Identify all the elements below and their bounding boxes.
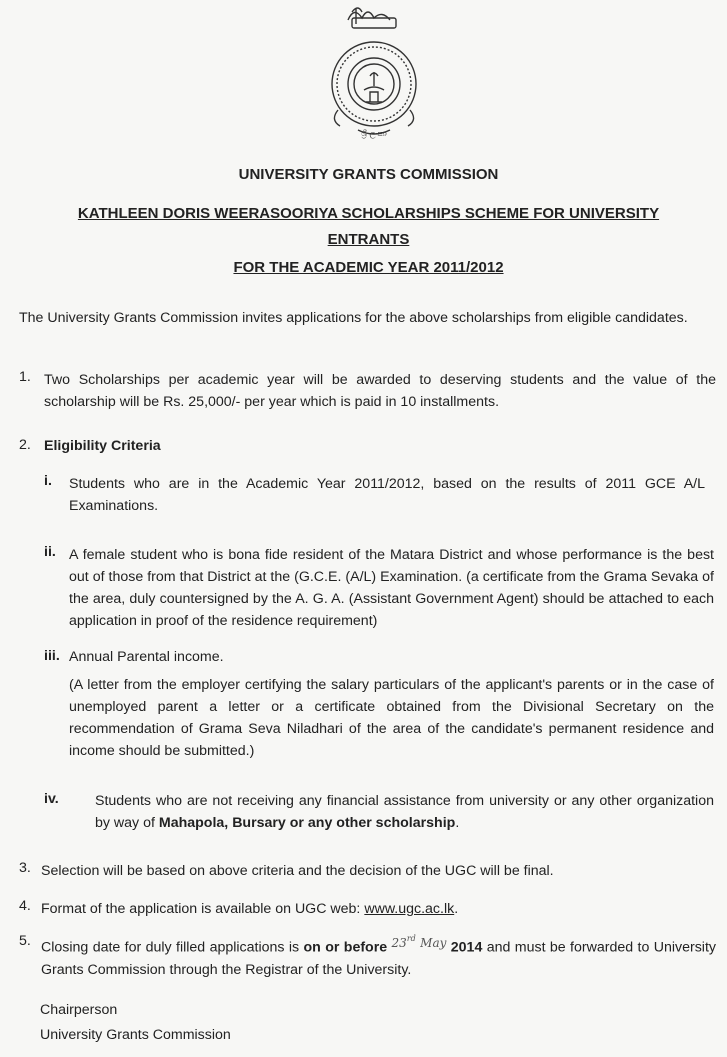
sub-numeral-i: i. bbox=[44, 473, 52, 489]
item-text-5-end: and must be forwarded to University Grants Commission through the Registrar of the University. bbox=[41, 939, 716, 978]
sub-text-i: Students who are in the Academic Year 2011/2012, based on the results of 2011 GCE A/L Examinations. bbox=[69, 476, 705, 514]
handwritten-month: May bbox=[420, 935, 447, 950]
item-text-4 bbox=[41, 898, 458, 920]
signature-org: University Grants Commission bbox=[40, 1027, 231, 1043]
item-number-1: 1. bbox=[19, 369, 31, 385]
item-text-5-year: 2014 bbox=[450, 939, 483, 956]
sub-numeral-ii: ii. bbox=[44, 544, 56, 560]
item-number-4: 4. bbox=[19, 898, 31, 914]
sub-numeral-iv: iv. bbox=[44, 791, 59, 807]
title-line-3: FOR THE ACADEMIC YEAR 2011/2012 bbox=[233, 259, 504, 276]
handwritten-day-suffix: rd bbox=[406, 934, 416, 943]
ugc-web-link[interactable]: www.ugc.ac.lk bbox=[364, 901, 455, 917]
sub-text-iv bbox=[95, 790, 714, 834]
org-heading: UNIVERSITY GRANTS COMMISSION bbox=[238, 166, 499, 183]
item-text-1: Two Scholarships per academic year will be awarded to deserving students and the value of the scholarship will be Rs. 25,000/- per year which is paid in 10 installments. bbox=[44, 372, 716, 410]
title-line-2: ENTRANTS bbox=[327, 231, 410, 248]
sub-text-iii-detail: (A letter from the employer certifying the salary particulars of the applicant's parents or in the case of unemployed parent a letter or a certificate obtained from the Divisional Secretary on the recommendation of Grama Seva Niladhari of the area of the candidate's permanent residence and income should be submitted.) bbox=[69, 677, 714, 759]
item-text-5-bold: on or before bbox=[303, 939, 388, 956]
item-text-4-end: . bbox=[454, 901, 459, 917]
sub-numeral-iii: iii. bbox=[44, 648, 60, 664]
item-number-3: 3. bbox=[19, 860, 31, 876]
item-text-5 bbox=[41, 933, 716, 981]
sub-text-iv-a: Students who are not receiving any financial assistance from university or any other organization by way of bbox=[95, 793, 714, 831]
intro-paragraph: The University Grants Commission invites applications for the above scholarships from eligible candidates. bbox=[19, 310, 688, 326]
university-emblem bbox=[318, 2, 430, 140]
signature-title: Chairperson bbox=[40, 1002, 118, 1018]
sub-text-ii: A female student who is bona fide resident of the Matara District and whose performance is the best out of those from that District at the (G.C.E. (A/L) Examination. (a certificate from the Grama Sevaka of the area, duly countersigned by the A. G. A. (Assistant Government Agent) should be attached to each application in proof of the residence requirement) bbox=[69, 547, 714, 629]
item-number-5: 5. bbox=[19, 933, 31, 949]
eligibility-heading: Eligibility Criteria bbox=[44, 438, 161, 454]
sub-text-iv-end: . bbox=[455, 815, 460, 831]
sub-text-iii-heading: Annual Parental income. bbox=[69, 649, 224, 665]
item-text-3: Selection will be based on above criteria and the decision of the UGC will be final. bbox=[41, 863, 554, 879]
title-line-1: KATHLEEN DORIS WEERASOORIYA SCHOLARSHIPS SCHEME FOR UNIVERSITY bbox=[77, 205, 660, 222]
svg-text:ශ්‍රී ලංකා: ශ්‍රී ලංකා bbox=[361, 129, 387, 138]
item-text-5-a: Closing date for duly filled applications is bbox=[41, 939, 304, 956]
sub-text-iv-bold: Mahapola, Bursary or any other scholarship bbox=[158, 815, 456, 831]
handwritten-day: 23 bbox=[391, 935, 407, 950]
item-text-4-a: Format of the application is available on UGC web: bbox=[41, 901, 365, 917]
item-number-2: 2. bbox=[19, 437, 31, 453]
